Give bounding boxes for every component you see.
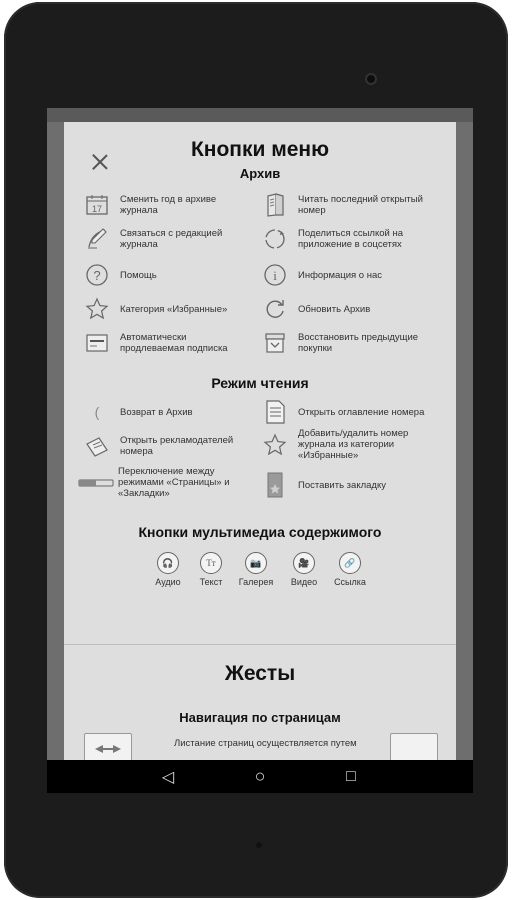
item-label: режимами «Страницы» и — [118, 477, 230, 488]
item-label: «Закладки» — [118, 488, 170, 499]
multimedia-section-title: Кнопки мультимедиа содержимого — [138, 524, 382, 540]
share-icon — [262, 226, 288, 252]
item-label: Категория «Избранные» — [120, 303, 228, 315]
reading-item-switch-mode — [78, 466, 230, 499]
item-label: Связаться с редакцией — [120, 228, 223, 239]
help-icon — [84, 262, 110, 288]
archive-item-share — [262, 226, 403, 252]
media-video — [284, 552, 324, 587]
recents-icon[interactable]: □ — [346, 767, 356, 785]
gestures-title: Жесты — [224, 662, 296, 685]
svg-text:?: ? — [93, 268, 101, 283]
archive-item-change-year — [84, 192, 216, 218]
item-label: Обновить Архив — [298, 303, 371, 315]
archive-item-help — [84, 262, 157, 288]
archive-item-info — [262, 262, 382, 288]
advertisers-icon — [84, 433, 110, 459]
item-label: журнала из категории — [298, 439, 395, 450]
item-label: Читать последний открытый — [298, 194, 423, 205]
dimmed-app-bar — [47, 108, 473, 122]
restore-icon — [262, 330, 288, 356]
media-label: Ссылка — [334, 577, 366, 587]
section-divider — [64, 644, 456, 645]
item-label: номер — [298, 205, 326, 216]
star-icon — [262, 432, 288, 458]
archive-item-read-last — [262, 192, 423, 218]
page-title: Кнопки меню — [190, 138, 330, 161]
calendar-icon — [84, 192, 110, 218]
item-label: Переключение между — [118, 466, 215, 477]
media-audio — [148, 552, 188, 587]
media-text — [191, 552, 231, 587]
home-icon[interactable]: ○ — [254, 766, 266, 786]
gesture-description: Листание страниц осуществляется путем — [174, 738, 357, 749]
archive-item-restore — [262, 330, 418, 356]
gesture-swipe-illustration — [84, 733, 132, 762]
system-navigation-bar — [47, 760, 473, 793]
item-label: Сменить год в архиве — [120, 194, 217, 205]
media-label: Видео — [290, 577, 318, 587]
item-label: Поделиться ссылкой на — [298, 228, 403, 239]
link-icon: 🔗 — [339, 552, 361, 574]
gesture-page-illustration — [390, 733, 438, 762]
item-label: Помощь — [120, 269, 157, 281]
item-label: номера — [120, 446, 153, 457]
item-label: Информация о нас — [298, 269, 383, 281]
reading-item-favorite-toggle — [262, 428, 408, 461]
info-icon — [262, 262, 288, 288]
item-label: Возврат в Архив — [120, 406, 193, 418]
back-icon[interactable]: ◁ — [161, 768, 175, 786]
front-camera — [365, 73, 377, 85]
book-icon — [262, 192, 288, 218]
bookmark-icon — [262, 472, 288, 498]
media-label: Галерея — [238, 577, 274, 587]
item-label: журнала — [120, 205, 158, 216]
svg-text:i: i — [273, 268, 277, 283]
item-label: покупки — [298, 343, 333, 354]
reading-item-bookmark — [262, 472, 386, 498]
item-label: Автоматически — [120, 332, 187, 343]
tablet-frame — [4, 2, 508, 898]
screen — [47, 108, 473, 793]
archive-item-subscription — [84, 330, 228, 356]
text-icon: Tт — [200, 552, 222, 574]
page-navigation-title: Навигация по страницам — [179, 710, 341, 725]
subscription-icon — [84, 330, 110, 356]
reading-item-advertisers — [84, 433, 233, 459]
item-label: приложение в соцсетях — [298, 239, 402, 250]
item-label: продлеваемая подписка — [120, 343, 228, 354]
item-label: журнала — [120, 239, 158, 250]
camera-icon: 📷 — [245, 552, 267, 574]
item-label: Добавить/удалить номер — [298, 428, 409, 439]
archive-section-title: Архив — [239, 166, 281, 181]
item-label: Поставить закладку — [298, 479, 386, 491]
media-link — [330, 552, 370, 587]
toc-icon — [262, 399, 288, 425]
switch-icon — [78, 470, 114, 496]
item-label: Открыть рекламодателей — [120, 435, 234, 446]
item-label: «Избранные» — [298, 450, 359, 461]
video-icon: 🎥 — [293, 552, 315, 574]
media-label: Аудио — [155, 577, 181, 587]
sensor-dot — [256, 842, 262, 848]
media-label: Текст — [199, 577, 223, 587]
write-icon — [84, 226, 110, 252]
reading-item-toc — [262, 399, 424, 425]
reading-section-title: Режим чтения — [211, 375, 309, 391]
help-overlay[interactable] — [64, 122, 456, 762]
reading-item-back — [84, 399, 193, 425]
headphones-icon: 🎧 — [157, 552, 179, 574]
item-label: Восстановить предыдущие — [298, 332, 419, 343]
svg-text:17: 17 — [91, 204, 103, 214]
archive-item-favorites — [84, 296, 227, 322]
media-gallery — [236, 552, 276, 587]
archive-item-refresh — [262, 296, 370, 322]
star-icon — [84, 296, 110, 322]
back-icon: ( — [94, 404, 100, 420]
refresh-icon — [262, 296, 288, 322]
archive-item-contact — [84, 226, 222, 252]
item-label: Открыть оглавление номера — [298, 406, 425, 418]
